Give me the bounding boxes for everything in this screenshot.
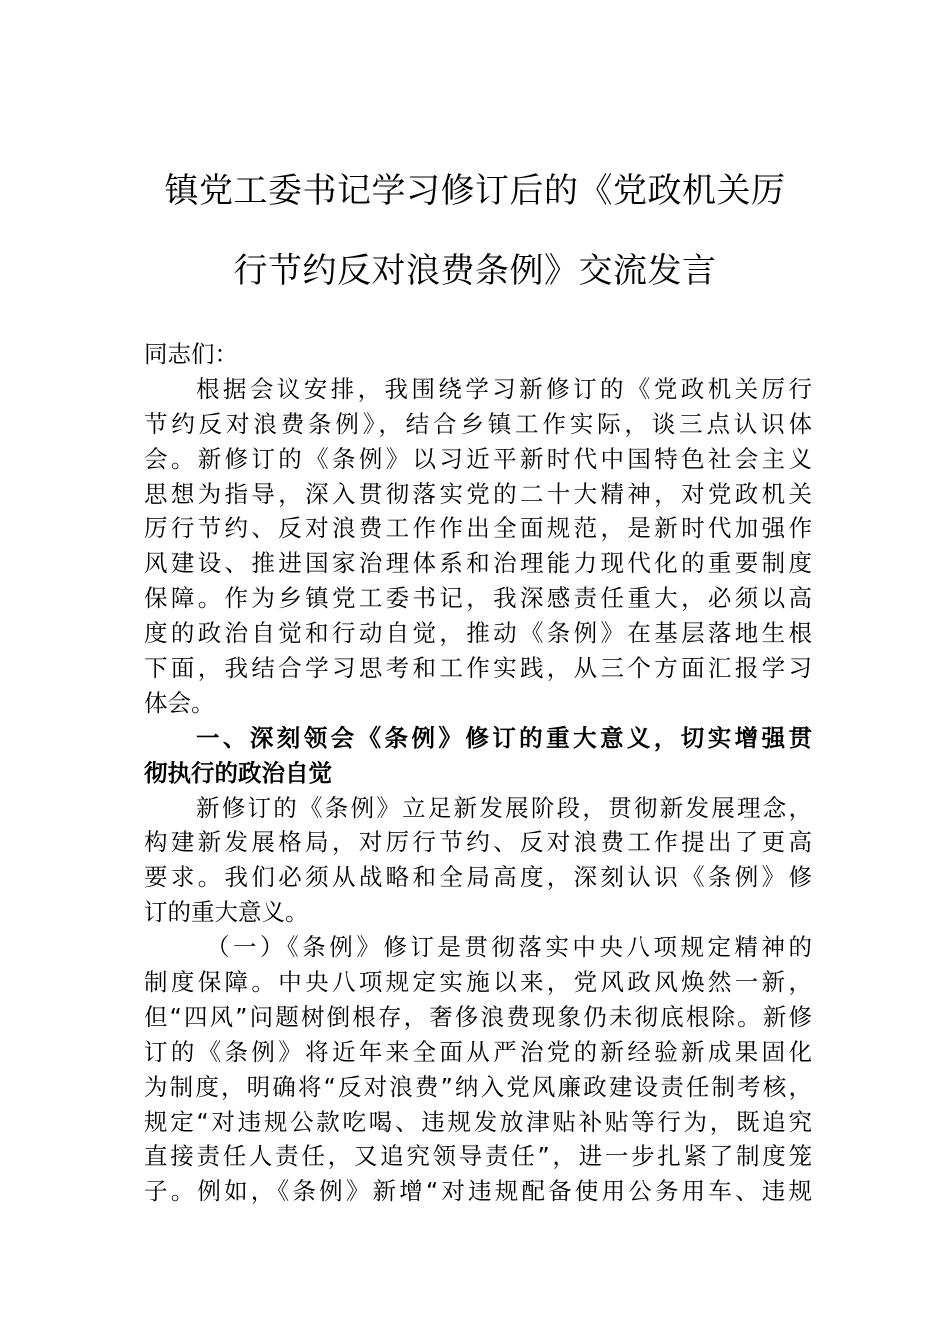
title-line-1: 镇党工委书记学习修订后的《党政机关厉 bbox=[164, 171, 786, 211]
text-line: 风建设、推进国家治理体系和治理能力现代化的重要制度 bbox=[144, 549, 812, 578]
text-line: （一）《条例》修订是贯彻落实中央八项规定精神的 bbox=[206, 933, 812, 962]
text-line: 思想为指导，深入贯彻落实党的二十大精神，对党政机关 bbox=[144, 479, 812, 508]
paragraph-intro bbox=[144, 372, 812, 721]
text-line: 规定“对违规公款吃喝、违规发放津贴补贴等行为，既追究 bbox=[144, 1107, 812, 1136]
text-line: 订的重大意义。 bbox=[144, 898, 309, 927]
paragraph-significance bbox=[144, 791, 812, 931]
title-line-2: 行节约反对浪费条例》交流发言 bbox=[233, 251, 717, 291]
text-line: 节约反对浪费条例》，结合乡镇工作实际，谈三点认识体 bbox=[144, 409, 812, 438]
salutation: 同志们： bbox=[144, 340, 238, 368]
text-line: 构建新发展格局，对厉行节约、反对浪费工作提出了更高 bbox=[144, 828, 812, 857]
text-line: 厉行节约、反对浪费工作作出全面规范，是新时代加强作 bbox=[144, 514, 812, 543]
section-heading-1 bbox=[144, 721, 812, 791]
text-line: 体会。 bbox=[144, 688, 215, 717]
text-line: 为制度，明确将“反对浪费”纳入党风廉政建设责任制考核， bbox=[144, 1072, 812, 1101]
text-line: 要求。我们必须从战略和全局高度，深刻认识《条例》修 bbox=[144, 863, 812, 892]
document-body bbox=[144, 337, 812, 1209]
document-title bbox=[100, 170, 850, 292]
heading-line: 彻执行的政治自觉 bbox=[144, 758, 332, 787]
text-line: 直接责任人责任，又追究领导责任”，进一步扎紧了制度笼 bbox=[144, 1142, 812, 1171]
text-line: 根据会议安排，我围绕学习新修订的《党政机关厉行 bbox=[196, 374, 812, 403]
text-line: 订的《条例》将近年来全面从严治党的新经验新成果固化 bbox=[144, 1037, 812, 1066]
text-line: 会。新修订的《条例》以习近平新时代中国特色社会主义 bbox=[144, 444, 812, 473]
text-line: 但“四风”问题树倒根存，奢侈浪费现象仍未彻底根除。新修 bbox=[144, 1002, 812, 1031]
text-line: 下面，我结合学习思考和工作实践，从三个方面汇报学习 bbox=[144, 654, 812, 683]
paragraph-point-1 bbox=[144, 930, 812, 1209]
text-line: 度的政治自觉和行动自觉，推动《条例》在基层落地生根 bbox=[144, 619, 812, 648]
text-line: 新修订的《条例》立足新发展阶段，贯彻新发展理念， bbox=[196, 793, 812, 822]
text-line: 保障。作为乡镇党工委书记，我深感责任重大，必须以高 bbox=[144, 584, 812, 613]
text-line: 制度保障。中央八项规定实施以来，党风政风焕然一新， bbox=[144, 968, 812, 997]
text-line: 子。例如，《条例》新增“对违规配备使用公务用车、违规 bbox=[144, 1177, 812, 1206]
heading-line: 一、深刻领会《条例》修订的重大意义，切实增强贯 bbox=[196, 723, 812, 752]
